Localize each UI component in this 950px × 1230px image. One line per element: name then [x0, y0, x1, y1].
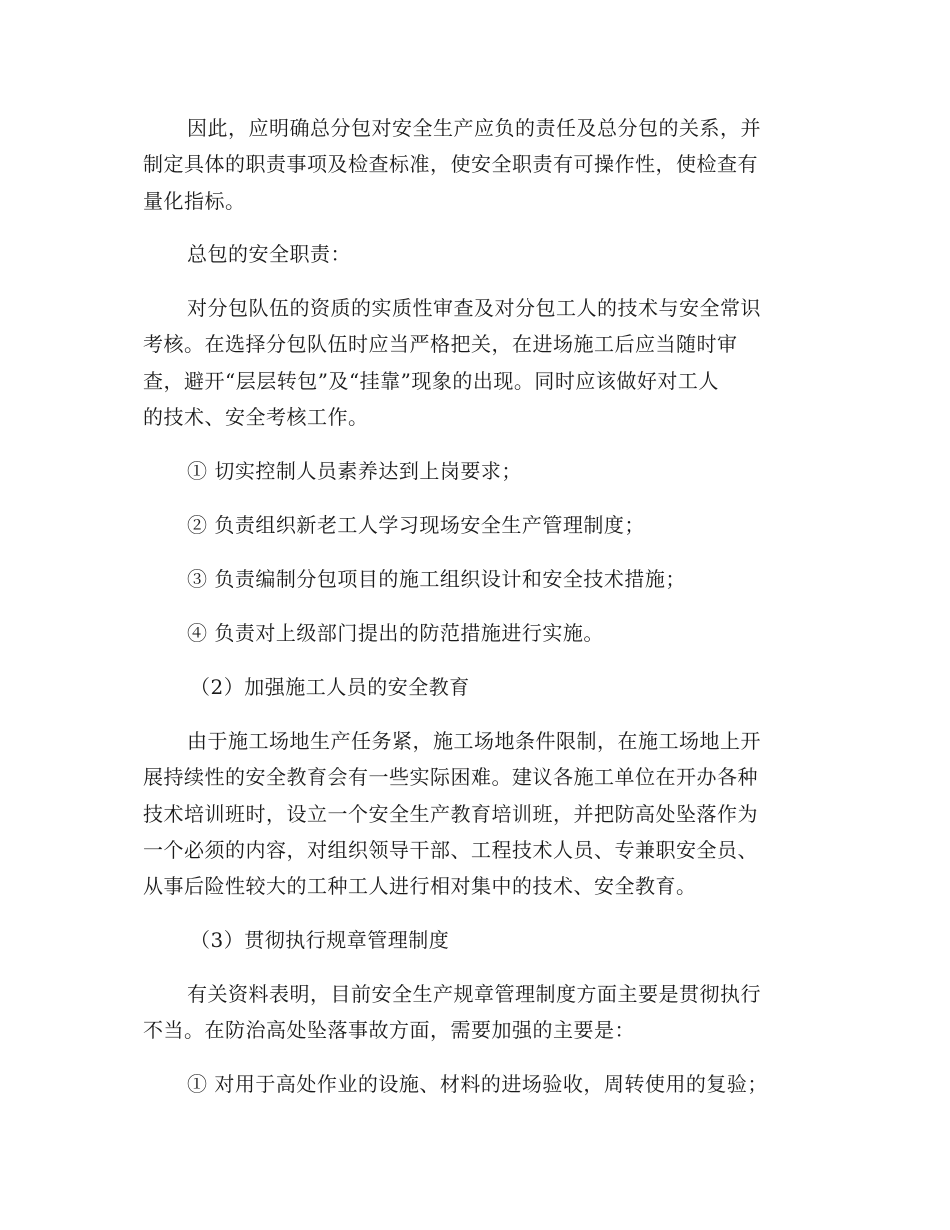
paragraph-line: 考核。在选择分包队伍时应当严格把关，在进场施工后应当随时审 [143, 332, 738, 356]
list-item: ③ 负责编制分包项目的施工组织设计和安全技术措施； [187, 567, 686, 591]
section-label: 总包的安全职责： [187, 242, 351, 266]
paragraph-line: 从事后险性较大的工种工人进行相对集中的技术、安全教育。 [143, 874, 697, 898]
paragraph-line: 由于施工场地生产任务紧，施工场地条件限制，在施工场地上开 [187, 729, 761, 753]
list-item: ② 负责组织新老工人学习现场安全生产管理制度； [187, 513, 645, 537]
list-item: ① 对用于高处作业的设施、材料的进场验收，周转使用的复验； [187, 1072, 768, 1096]
paragraph-line: 量化指标。 [143, 189, 246, 213]
paragraph-line: 的技术、安全考核工作。 [143, 405, 369, 429]
section-heading: （2）加强施工人员的安全教育 [190, 675, 470, 699]
paragraph-line: 有关资料表明，目前安全生产规章管理制度方面主要是贯彻执行 [187, 982, 761, 1006]
paragraph-line: 一个必须的内容，对组织领导干部、工程技术人员、专兼职安全员、 [143, 838, 758, 862]
list-item: ① 切实控制人员素养达到上岗要求； [187, 459, 522, 483]
paragraph-line: 查，避开“层层转包”及“挂靠”现象的出现。同时应该做好对工人 [143, 369, 719, 393]
paragraph-line: 不当。在防治高处坠落事故方面，需要加强的主要是： [143, 1018, 635, 1042]
list-item: ④ 负责对上级部门提出的防范措施进行实施。 [187, 621, 604, 645]
paragraph-line: 对分包队伍的资质的实质性审查及对分包工人的技术与安全常识 [187, 296, 761, 320]
paragraph-line: 展持续性的安全教育会有一些实际困难。建议各施工单位在开办各种 [143, 765, 758, 789]
paragraph-line: 因此，应明确总分包对安全生产应负的责任及总分包的关系，并 [187, 116, 761, 140]
paragraph-line: 技术培训班时，设立一个安全生产教育培训班，并把防高处坠落作为 [143, 802, 758, 826]
section-heading: （3）贯彻执行规章管理制度 [190, 928, 450, 952]
paragraph-line: 制定具体的职责事项及检查标准，使安全职责有可操作性，使检查有 [143, 152, 758, 176]
